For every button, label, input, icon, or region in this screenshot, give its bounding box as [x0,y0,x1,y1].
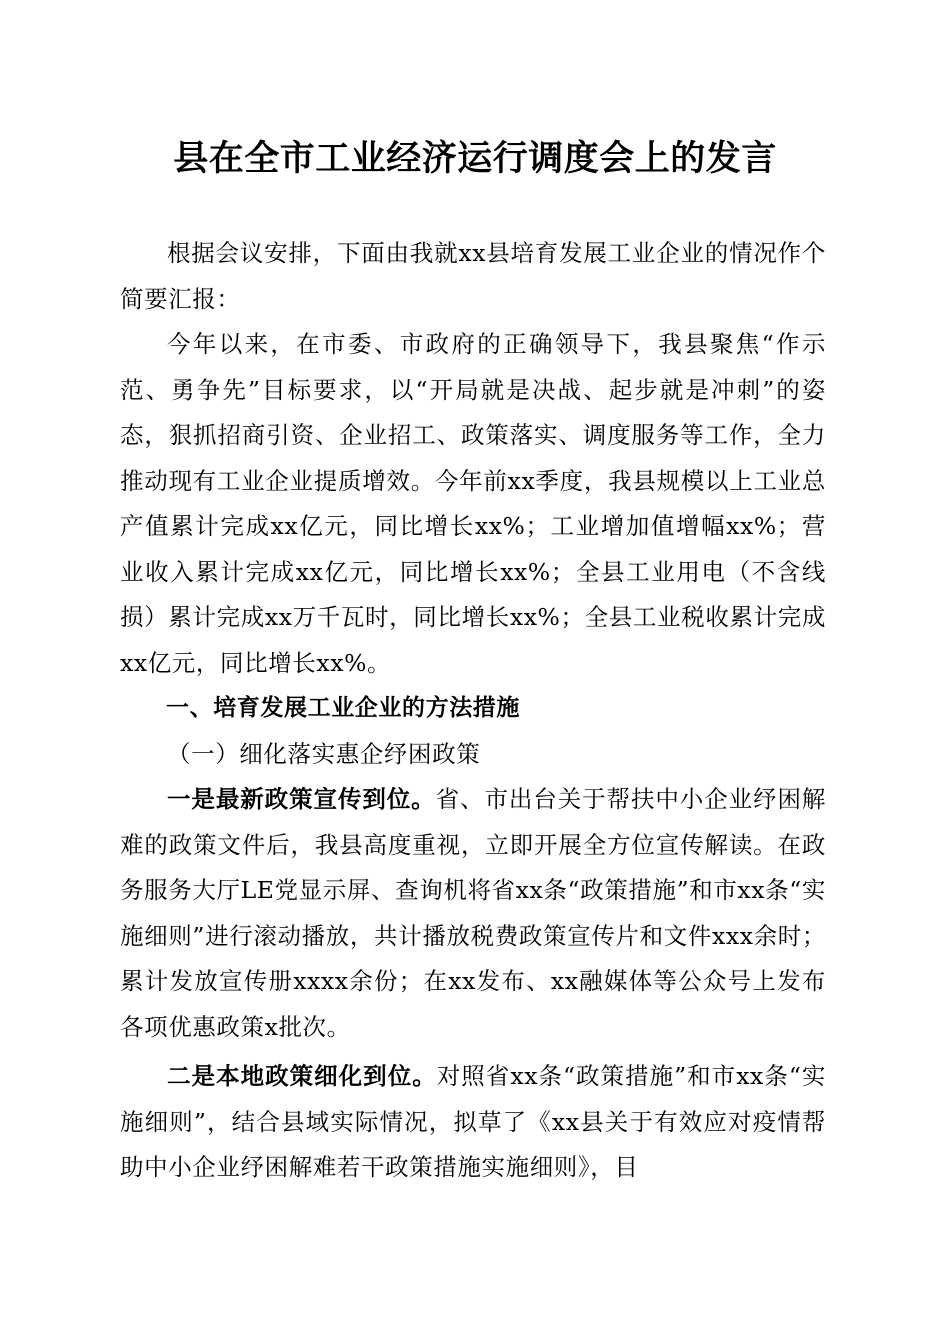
intro-paragraph: 根据会议安排，下面由我就xx县培育发展工业企业的情况作个简要汇报： [120,239,826,313]
point-2-lead: 二是本地政策细化到位。 [167,1062,437,1090]
point-2-text: 对照省xx条“政策措施”和市xx条“实施细则”，结合县域实际情况，拟草了《xx县关于有效应对疫情帮助中小企业纾困解难若干政策措施实施细则》，目 [120,1062,826,1181]
point-2-paragraph [120,1054,826,1191]
document-title: 县在全市工业经济运行调度会上的发言 [173,138,777,179]
document-body [120,231,826,1191]
point-1-paragraph [120,777,826,1050]
overview-paragraph: 今年以来，在市委、市政府的正确领导下，我县聚焦“作示范、勇争先”目标要求，以“开局就是决战、起步就是冲刺”的姿态，狠抓招商引资、企业招工、政策落实、调度服务等工作，全力推动现有工业企业提质增效。今年前xx季度，我县规模以上工业总产值累计完成xx亿元，同比增长xx%；工业增加值增幅xx%；营业收入累计完成xx亿元，同比增长xx%；全县工业用电（不含线损）累计完成xx万千瓦时，同比增长xx%；全县工业税收累计完成xx亿元，同比增长xx%。 [120,330,826,677]
section-heading: 一、培育发展工业企业的方法措施 [166,695,520,721]
point-1-text: 省、市出台关于帮扶中小企业纾困解难的政策文件后，我县高度重视，立即开展全方位宣传解读。在政务服务大厅LE党显示屏、查询机将省xx条“政策措施”和市xx条“实施细则”进行滚动播放，共计播放税费政策宣传片和文件xxx余时；累计发放宣传册xxxx余份；在xx发布、xx融媒体等公众号上发布各项优惠政策x批次。 [120,785,826,1041]
subsection-heading: （一）细化落实惠企纾困政策 [167,739,481,768]
point-1-lead: 一是最新政策宣传到位。 [167,785,436,813]
